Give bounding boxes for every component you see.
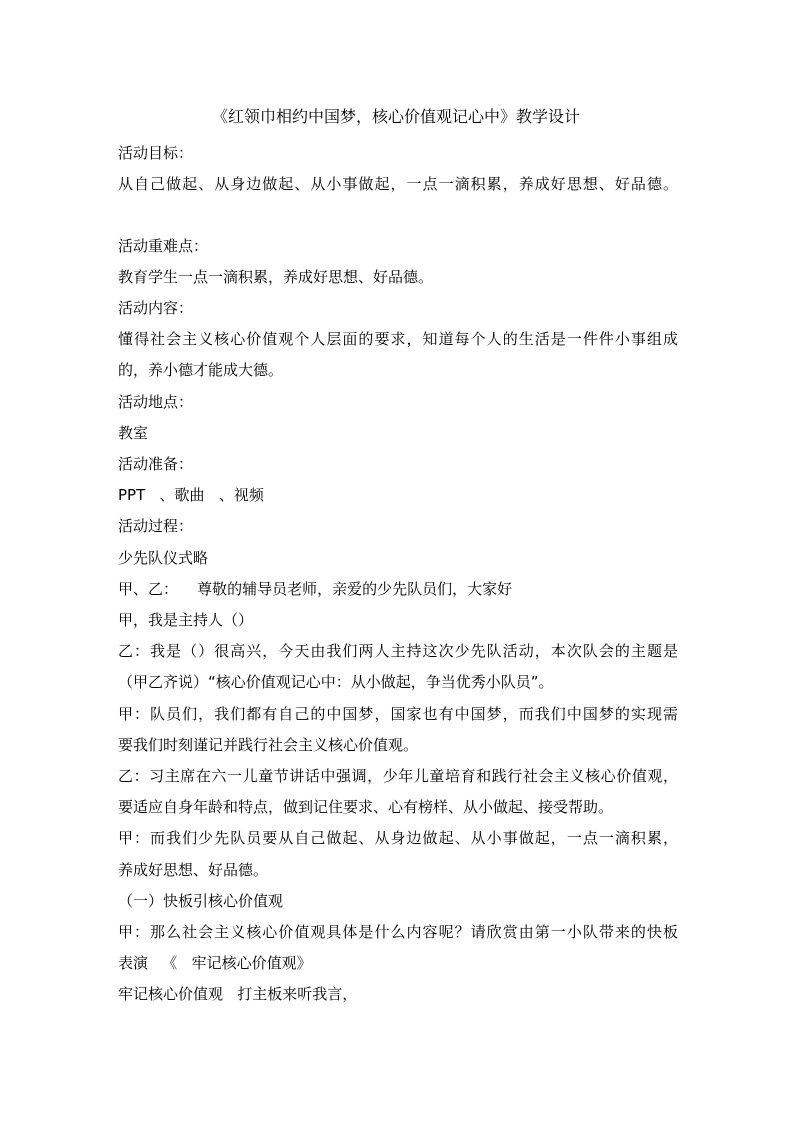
paragraph-preparation: PPT 、歌曲 、视频 [118, 486, 264, 504]
section-heading-part-one: （一）快板引核心价值观 [118, 892, 284, 910]
dialogue-host-b-line-1: 乙：我是（）很高兴，今天由我们两人主持这次少先队活动，本次队会的主题是 [118, 642, 678, 660]
dialogue-a-practice-line-2: 养成好思想、好品德。 [118, 861, 269, 879]
dialogue-a-dream-line-1: 甲：队员们，我们都有自己的中国梦，国家也有中国梦，而我们中国梦的实现需 [118, 705, 678, 723]
paragraph-content-line-2: 的，养小德才能成大德。 [118, 361, 284, 379]
section-heading-process: 活动过程： [118, 517, 194, 535]
dialogue-greeting: 甲、乙： 尊敬的辅导员老师，亲爱的少先队员们，大家好 [118, 580, 513, 598]
dialogue-a-question-line-2: 表演 《 牢记核心价值观》 [118, 954, 312, 972]
section-heading-key-points: 活动重难点： [118, 237, 209, 255]
dialogue-a-practice-line-1: 甲：而我们少先队员要从自己做起、从身边做起、从小事做起，一点一滴积累， [118, 829, 678, 847]
section-heading-location: 活动地点： [118, 393, 194, 411]
paragraph-objective: 从自己做起、从身边做起、从小事做起，一点一滴积累，养成好思想、好品德。 [118, 175, 678, 193]
document-title: 《红领巾相约中国梦，核心价值观记心中》教学设计 [211, 107, 580, 126]
paragraph-clapper-opening: 牢记核心价值观 打主板来听我言， [118, 985, 358, 1003]
dialogue-b-speech-line-2: 要适应自身年龄和特点，做到记住要求、心有榜样、从小做起、接受帮助。 [118, 798, 614, 816]
dialogue-b-speech-line-1: 乙：习主席在六一儿童节讲话中强调，少年儿童培育和践行社会主义核心价值观， [118, 767, 678, 785]
dialogue-a-question-line-1: 甲：那么社会主义核心价值观具体是什么内容呢？请欣赏由第一小队带来的快板 [118, 923, 678, 941]
paragraph-ceremony: 少先队仪式略 [118, 549, 209, 567]
paragraph-key-points: 教育学生一点一滴积累，养成好思想、好品德。 [118, 268, 434, 286]
section-heading-content: 活动内容： [118, 299, 194, 317]
section-heading-preparation: 活动准备： [118, 455, 194, 473]
dialogue-host-a: 甲，我是主持人（） [118, 611, 254, 629]
paragraph-location: 教室 [118, 424, 149, 442]
section-heading-objective: 活动目标： [118, 144, 194, 162]
dialogue-host-b-line-2: （甲乙齐说）“核心价值观记心中：从小做起，争当优秀小队员”。 [118, 673, 554, 691]
paragraph-content-line-1: 懂得社会主义核心价值观个人层面的要求，知道每个人的生活是一件件小事组成 [118, 330, 678, 348]
dialogue-a-dream-line-2: 要我们时刻谨记并践行社会主义核心价值观。 [118, 736, 419, 754]
